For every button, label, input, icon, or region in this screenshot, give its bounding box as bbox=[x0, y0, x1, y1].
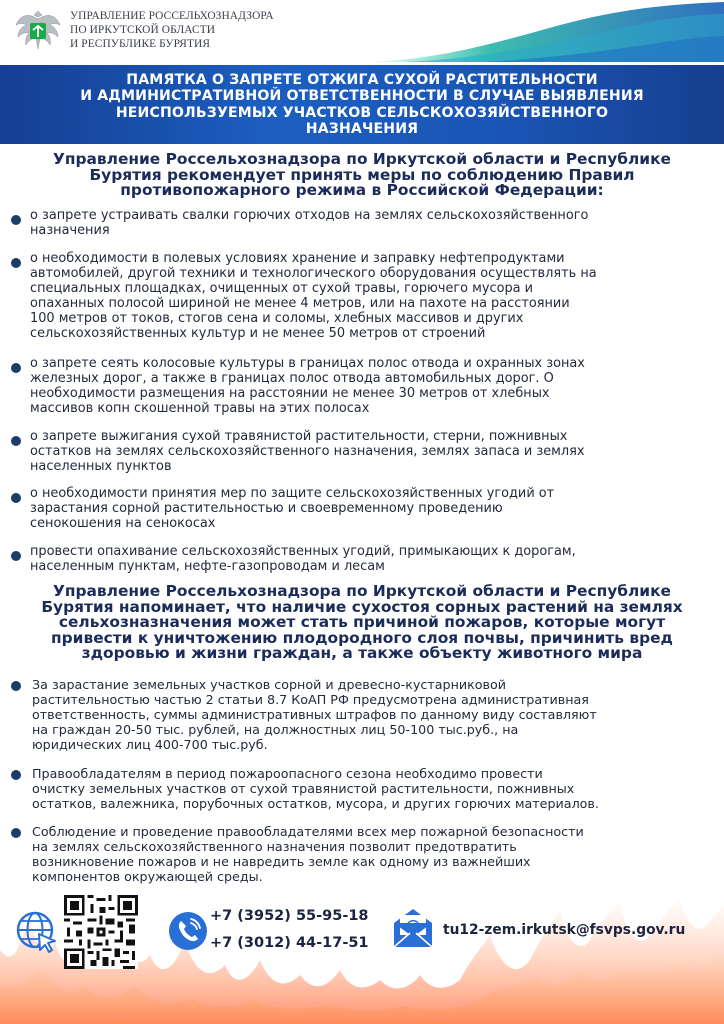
list-item-line: о необходимости в полевых условиях хранение и заправку нефтепродуктами bbox=[30, 251, 565, 266]
org-line-1: УПРАВЛЕНИЕ РОССЕЛЬХОЗНАДЗОРА bbox=[70, 10, 274, 22]
section2-heading-line: привести к уничтожению плодородного слоя почвы, причинить вред bbox=[51, 628, 673, 647]
section2-heading-line: Управление Россельхознадзора по Иркутской области и Республике bbox=[53, 582, 671, 600]
bullet-icon bbox=[11, 828, 21, 838]
title-banner bbox=[0, 65, 724, 144]
list-item-text bbox=[32, 767, 720, 812]
phone-number-2[interactable]: +7 (3012) 44-17-51 bbox=[210, 935, 369, 951]
list-item-line: массивов копн скошенной травы на этих полосах bbox=[30, 400, 370, 416]
list-item-line: населенных пунктов bbox=[30, 458, 172, 474]
list-item-line: зарастания сорной растительностью и своевременному проведению bbox=[30, 500, 503, 516]
list-item-line: сенокошения на сенокосах bbox=[30, 515, 216, 531]
list-item-line: о запрете устраивать свалки горючих отходов на землях сельскохозяйственного bbox=[30, 208, 589, 223]
section2-heading-line: сельхозназначения может стать причиной пожаров, которые могут bbox=[58, 613, 666, 631]
banner-title bbox=[0, 72, 724, 138]
list-item-line: ответственность, суммы административных штрафов по данному виду составляют bbox=[32, 706, 597, 722]
list-item-line: Правообладателям в период пожароопасного сезона необходимо провести bbox=[32, 766, 543, 781]
list-item-line: автомобилей, другой техники и технологического оборудования осуществлять на bbox=[30, 265, 597, 281]
list-item-line: о необходимости принятия мер по защите сельскохозяйственных угодий от bbox=[30, 486, 555, 501]
header bbox=[0, 0, 724, 62]
banner-title-line: НАЗНАЧЕНИЯ bbox=[305, 121, 419, 138]
list-item-text bbox=[32, 825, 720, 885]
bullet-icon bbox=[11, 436, 21, 446]
list-item-line: на землях сельскохозяйственного назначения позволит предотвратить bbox=[32, 838, 517, 854]
bullet-icon bbox=[11, 551, 21, 561]
list-item-text bbox=[30, 252, 718, 341]
email-icon[interactable] bbox=[390, 905, 436, 951]
phone-icon[interactable] bbox=[168, 911, 208, 951]
organization-name bbox=[70, 10, 350, 51]
section2-heading-line: здоровью и жизни граждан, а также объекту животного мира bbox=[81, 644, 643, 662]
section1-heading bbox=[0, 152, 724, 199]
list-item-line: растительностью частью 2 статьи 8.7 КоАП РФ предусмотрена административная bbox=[32, 691, 589, 707]
bullet-icon bbox=[11, 770, 21, 780]
banner-title-line: И АДМИНИСТРАТИВНОЙ ОТВЕТСТВЕННОСТИ В СЛУЧАЕ ВЫЯВЛЕНИЯ bbox=[80, 88, 644, 105]
header-wave-decoration bbox=[364, 0, 724, 62]
section2-heading-line: Бурятия напоминает, что наличие сухостоя сорных растений на землях bbox=[41, 597, 683, 616]
list-item-line: опаханных полосой шириной не менее 4 метров, или на пахоте на расстоянии bbox=[30, 295, 570, 311]
org-line-2: ПО ИРКУТСКОЙ ОБЛАСТИ bbox=[70, 23, 216, 36]
list-item-line: остатков на землях сельскохозяйственного назначения, землях запаса и землях bbox=[30, 443, 585, 459]
list-item-line: специальных площадках, очищенных от сухой травы, горючего мусора и bbox=[30, 280, 534, 296]
bullet-icon bbox=[11, 258, 21, 268]
list-item-line: железных дорог, а также в границах полос отвода автомобильных дорог. О bbox=[30, 370, 554, 386]
section2-heading bbox=[0, 584, 724, 662]
rosselkhoznadzor-emblem-icon bbox=[12, 5, 64, 57]
list-item-line: очистку земельных участков от сухой травянистой растительности, пожнивных bbox=[32, 780, 575, 796]
list-item-line: 100 метров от токов, стогов сена и соломы, хлебных массивов и других bbox=[30, 310, 524, 326]
section1-heading-line: противопожарного режима в Российской Федерации: bbox=[120, 181, 604, 199]
list-item-line: провести опахивание сельскохозяйственных угодий, примыкающих к дорогам, bbox=[30, 544, 576, 559]
list-item-text bbox=[30, 209, 718, 239]
list-item-text bbox=[30, 357, 718, 417]
globe-cursor-icon[interactable] bbox=[15, 910, 59, 954]
bullet-icon bbox=[11, 215, 21, 225]
list-item-line: компонентов окружающей среды. bbox=[32, 868, 263, 884]
qr-code[interactable] bbox=[64, 895, 138, 969]
list-item-line: на граждан 20-50 тыс. рублей, на должностных лиц 50-100 тыс.руб., на bbox=[32, 721, 519, 737]
list-item-line: Соблюдение и проведение правообладателями всех мер пожарной безопасности bbox=[32, 824, 584, 839]
list-item-text bbox=[30, 487, 718, 532]
phone-number-1[interactable]: +7 (3952) 55-95-18 bbox=[210, 908, 369, 924]
list-item-line: возникновение пожаров и не навредить земле как одному из важнейших bbox=[32, 853, 531, 869]
section1-heading-line: Управление Россельхознадзора по Иркутской области и Республике bbox=[53, 150, 671, 168]
banner-title-line: НЕИСПОЛЬЗУЕМЫХ УЧАСТКОВ СЕЛЬСКОХОЗЯЙСТВЕННОГО bbox=[115, 104, 609, 121]
bullet-icon bbox=[11, 681, 21, 691]
list-item-line: необходимости размещения на расстоянии не менее 30 метров от хлебных bbox=[30, 385, 550, 401]
bullet-icon bbox=[11, 363, 21, 373]
bullet-icon bbox=[11, 493, 21, 503]
list-item-line: назначения bbox=[30, 222, 110, 238]
section1-heading-line: Бурятия рекомендует принять меры по соблюдению Правил bbox=[89, 165, 635, 184]
list-item-line: населенным пунктам, нефте-газопроводам и лесам bbox=[30, 558, 385, 574]
banner-title-line: ПАМЯТКА О ЗАПРЕТЕ ОТЖИГА СУХОЙ РАСТИТЕЛЬНОСТИ bbox=[126, 72, 598, 88]
org-line-3: И РЕСПУБЛИКЕ БУРЯТИЯ bbox=[70, 37, 211, 50]
list-item-text bbox=[30, 545, 718, 575]
list-item-line: о запрете выжигания сухой травянистой растительности, стерни, пожнивных bbox=[30, 429, 568, 444]
list-item-line: сельскохозяйственных культур и не менее 50 метров от строений bbox=[30, 325, 486, 341]
list-item-line: остатков, валежника, порубочных остатков, мусора, и других горючих материалов. bbox=[32, 795, 599, 811]
list-item-text bbox=[30, 430, 718, 475]
list-item-line: о запрете сеять колосовые культуры в границах полос отвода и охранных зонах bbox=[30, 356, 585, 371]
list-item-line: юридических лиц 400-700 тыс.руб. bbox=[32, 736, 268, 752]
list-item-line: За зарастание земельных участков сорной и древесно-кустарниковой bbox=[32, 677, 507, 692]
email-address[interactable]: tu12-zem.irkutsk@fsvps.gov.ru bbox=[443, 922, 686, 938]
list-item-text bbox=[32, 678, 720, 753]
